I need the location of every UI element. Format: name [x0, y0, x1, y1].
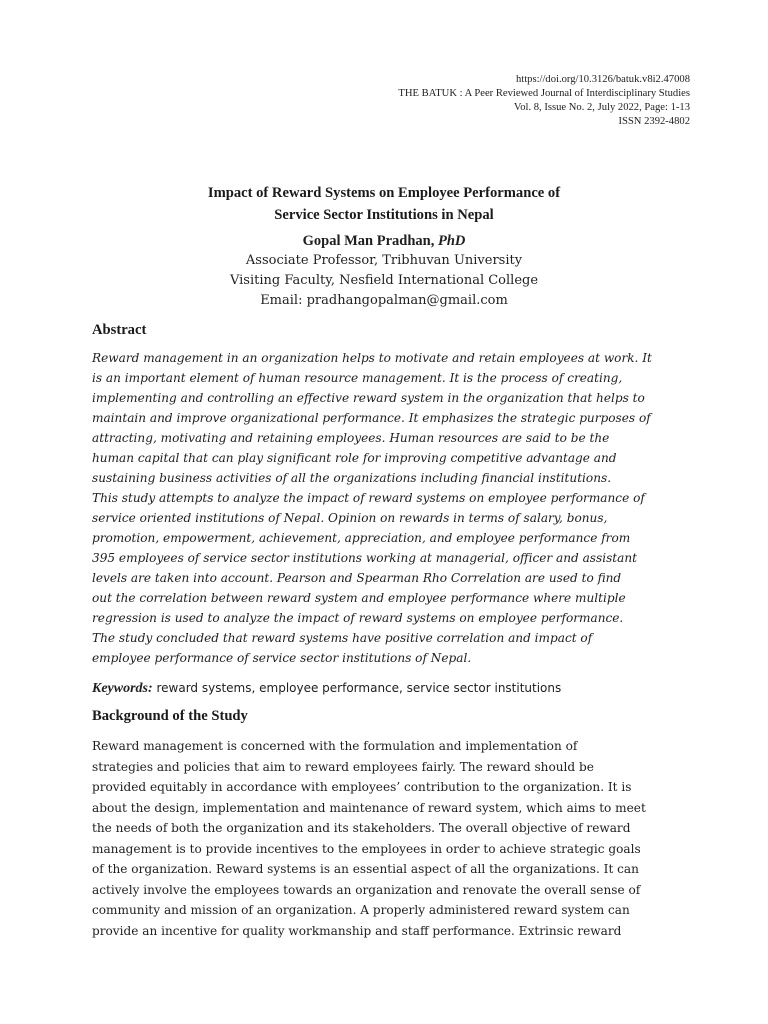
abstract-line: implementing and controlling an effective reward system in the organization that helps to: [92, 391, 645, 405]
keywords-label: Keywords:: [92, 681, 153, 696]
abstract-line: attracting, motivating and retaining employees. Human resources are said to be the: [92, 431, 610, 445]
abstract-line: The study concluded that reward systems have positive correlation and impact of: [92, 631, 593, 645]
keywords-text: reward systems, employee performance, service sector institutions: [152, 681, 562, 695]
abstract-line: promotion, empowerment, achievement, appreciation, and employee performance from: [92, 531, 631, 545]
abstract-line: maintain and improve organizational performance. It emphasizes the strategic purposes of: [92, 411, 651, 425]
title-line-2: Service Sector Institutions in Nepal: [274, 207, 494, 223]
abstract-line: sustaining business activities of all the organizations including financial institutions.: [92, 471, 612, 485]
body-line: strategies and policies that aim to reward employees fairly. The reward should be: [92, 759, 594, 774]
author-degree: PhD: [437, 233, 466, 249]
body-line: provided equitably in accordance with employees’ contribution to the organization. It is: [92, 780, 632, 794]
body-line: of the organization. Reward systems is an essential aspect of all the organizations. It can: [92, 862, 639, 876]
doi-link[interactable]: https://doi.org/10.3126/batuk.v8i2.47008: [515, 74, 690, 85]
abstract-line: This study attempts to analyze the impact of reward systems on employee performance of: [92, 491, 645, 505]
body-line: the needs of both the organization and its stakeholders. The overall objective of reward: [92, 821, 631, 835]
abstract-line: Reward management in an organization helps to motivate and retain employees at work. It: [92, 351, 652, 365]
body-line: actively involve the employees towards an organization and renovate the overall sense of: [92, 882, 641, 897]
body-line: community and mission of an organization. A properly administered reward system can: [92, 903, 630, 917]
abstract-heading: Abstract: [92, 322, 147, 338]
background-body: [92, 736, 682, 941]
title-line-1: Impact of Reward Systems on Employee Performance of: [207, 185, 561, 201]
abstract-line: 395 employees of service sector institutions working at managerial, officer and assistant: [92, 551, 638, 565]
abstract-line: out the correlation between reward system and employee performance where multiple: [92, 591, 626, 605]
keywords: [92, 678, 682, 699]
volume-info: Vol. 8, Issue No. 2, July 2022, Page: 1-13: [513, 102, 690, 113]
paper-title: [92, 182, 676, 226]
journal-name: THE BATUK : A Peer Reviewed Journal of Interdisciplinary Studies: [398, 88, 690, 99]
abstract-line: service oriented institutions of Nepal. Opinion on rewards in terms of salary, bonus,: [92, 511, 608, 525]
issn: ISSN 2392-4802: [618, 116, 690, 127]
author-affiliation: Visiting Faculty, Nesfield International College: [229, 273, 539, 288]
author-name-line: [92, 231, 676, 251]
abstract-line: employee performance of service sector institutions of Nepal.: [92, 651, 472, 665]
author-block: [92, 231, 676, 311]
body-line: Reward management is concerned with the formulation and implementation of: [92, 739, 578, 753]
abstract-line: human capital that can play significant role for improving competitive advantage and: [92, 451, 617, 465]
body-line: management is to provide incentives to the employees in order to achieve strategic goals: [92, 841, 641, 856]
abstract-line: is an important element of human resource management. It is the process of creating,: [92, 371, 623, 385]
author-position: Associate Professor, Tribhuvan University: [245, 253, 523, 268]
abstract-line: levels are taken into account. Pearson and Spearman Rho Correlation are used to find: [92, 571, 622, 585]
body-line: provide an incentive for quality workmanship and staff performance. Extrinsic reward: [92, 923, 622, 938]
author-email[interactable]: Email: pradhangopalman@gmail.com: [260, 293, 508, 308]
background-heading: Background of the Study: [92, 708, 248, 724]
journal-header: [270, 73, 690, 129]
author-name: Gopal Man Pradhan,: [302, 233, 435, 249]
abstract-line: regression is used to analyze the impact of reward systems on employee performance.: [92, 611, 624, 625]
body-line: about the design, implementation and maintenance of reward system, which aims to meet: [92, 800, 646, 815]
abstract-body: [92, 348, 682, 668]
